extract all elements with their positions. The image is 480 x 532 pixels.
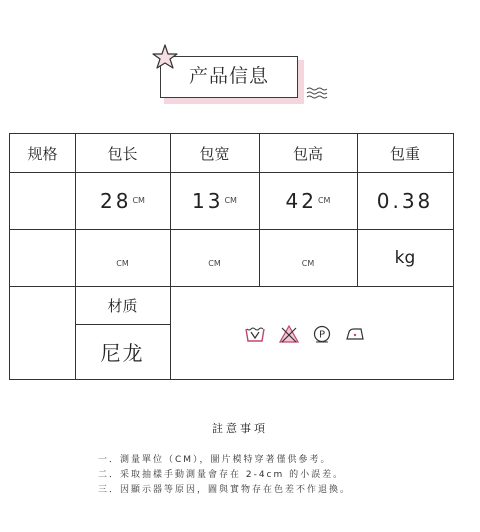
dry-clean-p-icon: [313, 325, 331, 343]
section-header: [156, 46, 326, 110]
length-unit: CM: [132, 196, 145, 205]
section-title: 产品信息: [188, 65, 269, 87]
note-item: 三．因顯示器等原因，圖與實物存在色差不作退換。: [98, 485, 352, 495]
spec-table: [9, 133, 454, 380]
material-value: 尼龙: [100, 341, 145, 365]
header-weight: 包重: [389, 144, 420, 163]
width-value: 13: [192, 188, 224, 213]
unit-cm: CM: [301, 259, 315, 268]
star-icon: [152, 44, 178, 70]
value-width: [170, 172, 259, 229]
value-height: [259, 172, 357, 229]
iron-low-icon: [345, 326, 365, 342]
wave-decoration-icon: [306, 86, 328, 100]
note-item: 二．采取抽樣手動測量會存在 2-4cm 的小誤差。: [98, 470, 345, 480]
note-item: 一．測量單位（CM），圖片模特穿著僅供參考。: [98, 455, 332, 465]
unit-cell-weight: [357, 229, 453, 286]
header-length: 包长: [107, 144, 138, 163]
unit-cell-height: [259, 229, 357, 286]
unit-kg: kg: [394, 247, 416, 268]
header-spec: 规格: [27, 144, 58, 163]
header-height: 包高: [292, 144, 323, 163]
svg-text:P: P: [318, 329, 326, 341]
width-unit: CM: [224, 196, 237, 205]
unit-cm: CM: [116, 259, 129, 268]
unit-cm: CM: [208, 259, 221, 268]
length-value: 28: [100, 188, 132, 213]
value-length: [75, 172, 170, 229]
material-label: 材质: [107, 296, 138, 315]
unit-cell-length: [75, 229, 170, 286]
hand-wash-icon: [245, 325, 265, 343]
care-icons: [245, 323, 365, 345]
header-width: 包宽: [199, 144, 230, 163]
notes-title: 註意事項: [212, 422, 268, 435]
unit-cell-width: [170, 229, 259, 286]
value-weight: [357, 172, 453, 229]
height-unit: CM: [317, 196, 331, 205]
no-bleach-icon: [279, 325, 299, 343]
height-value: 42: [285, 188, 317, 213]
weight-value: 0.38: [376, 188, 434, 213]
